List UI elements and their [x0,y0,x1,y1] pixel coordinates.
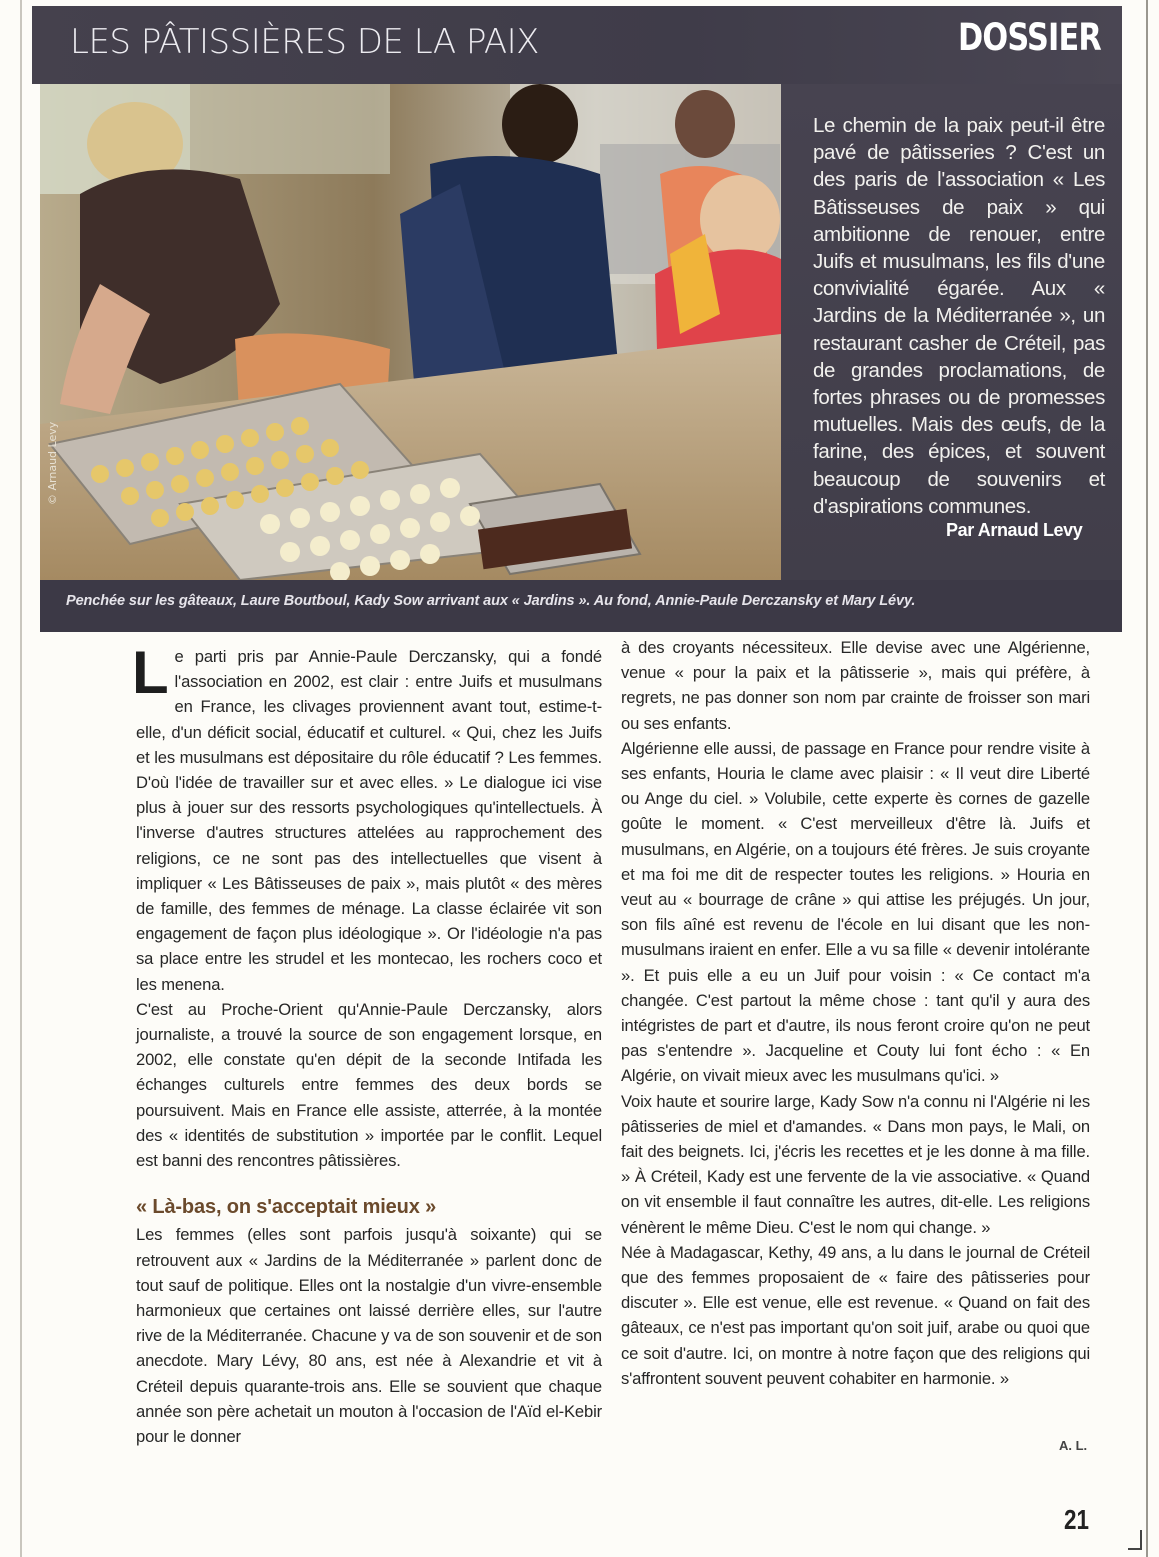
photo-caption: Penchée sur les gâteaux, Laure Boutboul, Kady Sow arrivant aux « Jardins ». Au fond, Annie-Paule Derczansky et Mary Lévy. [66,593,916,609]
page-number: 21 [1064,1504,1089,1535]
article-column-2 [621,635,1090,1391]
intro-text: Le chemin de la paix peut-il être pavé de pâtisseries ? C'est un des paris de l'association « Les Bâtisseuses de paix » qui ambitionne de renouer, entre Juifs et musulmans, les fils d'une convivialité égarée. Aux « Jardins de la Méditerranée », un restaurant casher de Créteil, pas de grandes proclamations, de fortes phrases ou de promesses mutuelles. Mais des œufs, de la farine, des épices, et souvent beaucoup de souvenirs et d'aspirations communes. [813,114,1105,518]
article-paragraph: C'est au Proche-Orient qu'Annie-Paule Derczansky, alors journaliste, a trouvé la source de son engagement lorsque, en 2002, elle constate qu'en dépit de la seconde Intifada les échanges culturels entre femmes des deux bords se poursuivent. Mais en France elle assiste, atterrée, à la montée des « identités de substitution » importée par le conflit. Lequel est banni des rencontres pâtissières. [136,999,602,1171]
page-right-edge [1146,0,1148,1557]
article-photo [40,84,781,580]
page-gutter-edge [20,0,22,1557]
article-paragraph: Née à Madagascar, Kethy, 49 ans, a lu dans le journal de Créteil que des femmes proposaient de « faire des pâtisseries pour discuter ». Elle est venue, elle est revenue. « Quand on fait des gâteaux, ce n'est pas important qu'on soit juif, arabe ou quoi que ce soit d'autre. Ici, on montre à notre façon que des religions qui s'affrontent souvent peuvent cohabiter en harmonie. » [621,1242,1090,1388]
series-title: LES PÂTISSIÈRES DE LA PAIX [70,22,539,62]
section-subheading: « Là-bas, on s'acceptait mieux » [136,1196,437,1219]
article-column-1 [132,639,602,1449]
article-paragraph: Les femmes (elles sont parfois jusqu'à soixante) qui se retrouvent aux « Jardins de la Méditerranée » parlent donc de tout sauf de politique. Elles ont la nostalgie d'un vivre-ensemble harmonieux que certaines ont laissé derrière elles, sur l'autre rive de la Méditerranée. Chacune y va de son souvenir et de son anecdote. Mary Lévy, 80 ans, est née à Alexandrie et vit à Créteil depuis quarante-trois ans. Elle se souvient que chaque année son père achetait un mouton à l'occasion de l'Aïd el-Kebir pour le donner [136,1225,602,1447]
article-paragraph: à des croyants nécessiteux. Elle devise avec une Algérienne, venue « pour la paix et la pâtisserie », mais qui préfère, à regrets, ne pas donner son nom par crainte de froisser son mari ou ses enfants. [621,638,1090,733]
section-tag: DOSSIER [958,16,1101,59]
drop-cap: L [132,639,169,706]
photo-illustration [40,84,781,580]
byline: Par Arnaud Levy [946,520,1083,540]
author-initials: A. L. [1059,1438,1088,1453]
photo-credit: © Arnaud Levy [46,421,59,505]
article-paragraph [132,639,602,997]
crop-mark [1140,1530,1142,1550]
paragraph-text: e parti pris par Annie-Paule Derczansky, qui a fondé l'association en 2002, est clair : entre Juifs et musulmans en France, les clivages proviennent avant tout, estime-t-elle, d'un déficit social, éducatif et culturel. « Qui, chez les Juifs et les musulmans est dépositaire du rôle éducatif ? Les femmes. D'où l'idée de travailler sur et avec elles. » Le dialogue ici vise plus à jouer sur des ressorts psychologiques qu'intellectuels. À l'inverse d'autres structures attelées au rapprochement des religions, ce ne sont pas des intellectuelles que visent à impliquer « Les Bâtisseuses de paix », mais plutôt « des mères de famille, des femmes de ménage. La classe éclairée vit son engagement de façon plus idéologique ». Or l'idéologie n'a pas sa place entre les strudel et les montecao, les rochers coco et les menena. [136,647,602,994]
article-paragraph: Voix haute et sourire large, Kady Sow n'a connu ni l'Algérie ni les pâtisseries de miel et d'amandes. « Dans mon pays, le Mali, on fait des beignets. Ici, j'écris les recettes et je les donne à ma fille. » À Créteil, Kady est une fervente de la vie associative. « Quand on vit ensemble il faut connaître les autres, dit-elle. Les religions vénèrent le même Dieu. C'est le nom qui change. » [621,1091,1090,1237]
article-paragraph: Algérienne elle aussi, de passage en France pour rendre visite à ses enfants, Houria le clame avec plaisir : « Il veut dire Liberté ou Ange du ciel. » Volubile, cette experte ès cornes de gazelle goûte le moment. « C'est merveilleux d'être là. Juifs et musulmans, en Algérie, on a toujours été frères. Je suis croyante et ma foi me dit de respecter toutes les religions. » Houria en veut au « bourrage de crâne » qui attise les préjugés. Un jour, son fils aîné est revenu de l'école en lui disant que les non-musulmans iraient en enfer. Elle a vu sa fille « devenir intolérante ». Et puis elle a eu un Juif pour voisin : « Ce contact m'a changée. C'est partout la même chose : tant qu'il y aura des intégristes de part et d'autre, ils nous feront croire qu'on ne peut pas s'entendre ». Jacqueline et Couty lui font écho : « En Algérie, on vivait mieux avec les musulmans qu'ici. » [621,738,1090,1086]
